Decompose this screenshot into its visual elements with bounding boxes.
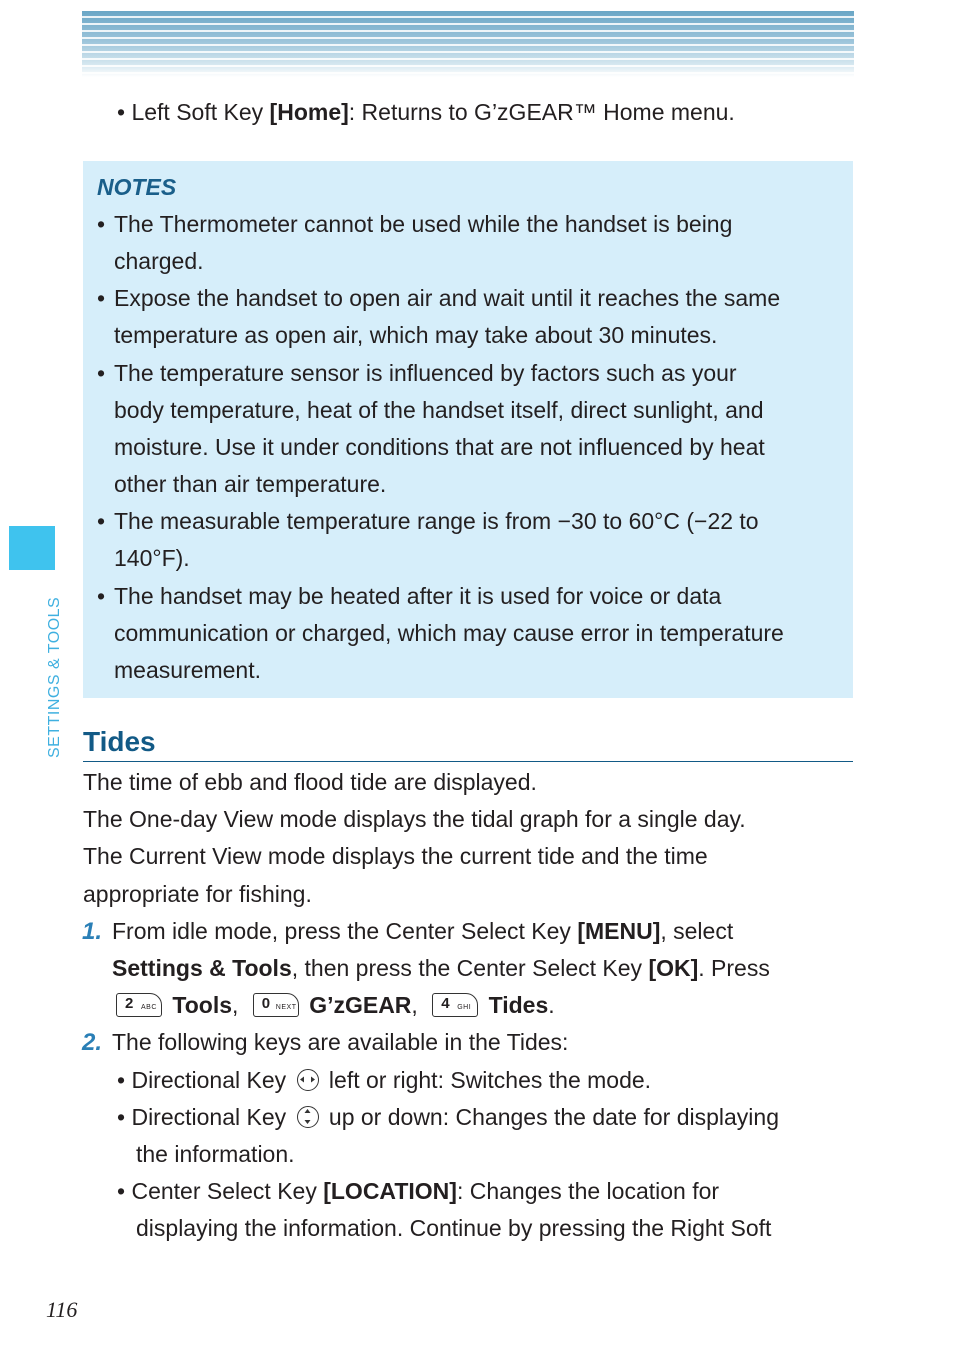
bullet-text: : Returns to G’zGEAR™ Home menu. xyxy=(348,99,735,125)
note-item xyxy=(97,355,847,503)
directional-up-down-icon xyxy=(297,1106,319,1128)
step2-bullet-2-cont: the information. xyxy=(136,1141,295,1167)
key-label: [MENU] xyxy=(577,918,661,944)
step-text: From idle mode, press the Center Select Key xyxy=(112,918,578,944)
key-letters: GHI xyxy=(457,1004,472,1011)
separator: , xyxy=(232,992,239,1018)
note-text xyxy=(114,503,847,577)
note-item xyxy=(97,578,847,689)
note-text xyxy=(114,280,847,354)
note-item xyxy=(97,206,847,280)
note-item xyxy=(97,280,847,354)
note-item xyxy=(97,503,847,577)
side-label: SETTINGS & TOOLS xyxy=(46,596,63,758)
bullet: • xyxy=(97,285,106,311)
step2-intro: The following keys are available in the Tides: xyxy=(112,1029,569,1055)
bullet-text: Left Soft Key xyxy=(131,99,270,125)
bullet-text: up or down: Changes the date for displaying xyxy=(322,1104,779,1130)
note-line: moisture. Use it under conditions that are not influenced by heat xyxy=(114,434,765,460)
key-letters: ABC xyxy=(141,1004,157,1011)
note-line: other than air temperature. xyxy=(114,471,387,497)
key-2-icon xyxy=(116,993,162,1017)
note-line: The measurable temperature range is from −30 to 60°C (−22 to xyxy=(114,508,759,534)
step1-line1 xyxy=(112,913,733,950)
note-line: 140°F). xyxy=(114,545,190,571)
page-number: 116 xyxy=(46,1297,78,1322)
key-letters: NEXT xyxy=(275,1004,297,1011)
note-text xyxy=(114,578,847,689)
section-divider xyxy=(83,761,853,762)
note-line: The Thermometer cannot be used while the handset is being xyxy=(114,211,733,237)
bullet: • xyxy=(117,1104,126,1130)
key-digit: 4 xyxy=(441,995,450,1012)
key-label: [OK] xyxy=(648,955,699,981)
note-line: measurement. xyxy=(114,657,262,683)
note-text xyxy=(114,206,847,280)
note-line: communication or charged, which may cause error in temperature xyxy=(114,620,784,646)
bullet: • xyxy=(117,1067,126,1093)
bullet-text: Directional Key xyxy=(131,1104,293,1130)
step1-line2 xyxy=(112,950,770,987)
step-number: 1. xyxy=(82,918,103,945)
notes-title: NOTES xyxy=(97,174,177,200)
step-text: . Press xyxy=(698,955,770,981)
key-label: [LOCATION] xyxy=(323,1178,457,1204)
step-number: 2. xyxy=(82,1029,103,1056)
menu-label: Tides xyxy=(488,992,549,1018)
bullet: • xyxy=(97,508,106,534)
intro-line: The One-day View mode displays the tidal graph for a single day. xyxy=(83,806,746,832)
intro-line: appropriate for fishing. xyxy=(83,881,312,907)
bullet-text: left or right: Switches the mode. xyxy=(322,1067,652,1093)
home-key-bullet xyxy=(117,94,735,131)
note-line: The temperature sensor is influenced by factors such as your xyxy=(114,360,737,386)
bullet: • xyxy=(97,583,106,609)
directional-left-right-icon xyxy=(297,1069,319,1091)
separator: , xyxy=(411,992,418,1018)
step-text: , select xyxy=(660,918,734,944)
separator: . xyxy=(548,992,555,1018)
key-label: [Home] xyxy=(269,99,349,125)
section-title: Tides xyxy=(83,726,156,757)
bullet-text: Center Select Key xyxy=(131,1178,324,1204)
step-text: , then press the Center Select Key xyxy=(291,955,649,981)
header-stripes xyxy=(82,11,854,77)
intro-line: The Current View mode displays the current tide and the time xyxy=(83,843,708,869)
step2-bullet-3-cont: displaying the information. Continue by pressing the Right Soft xyxy=(136,1215,772,1241)
intro-line: The time of ebb and flood tide are displayed. xyxy=(83,769,537,795)
key-0-icon xyxy=(253,993,299,1017)
step1-line3 xyxy=(116,987,555,1024)
note-line: Expose the handset to open air and wait until it reaches the same xyxy=(114,285,781,311)
note-line: The handset may be heated after it is used for voice or data xyxy=(114,583,722,609)
side-tab xyxy=(9,526,55,570)
bullet: • xyxy=(117,1178,126,1204)
note-line: charged. xyxy=(114,248,204,274)
bullet-text: Directional Key xyxy=(131,1067,293,1093)
note-line: temperature as open air, which may take about 30 minutes. xyxy=(114,322,718,348)
key-digit: 2 xyxy=(125,995,134,1012)
note-line: body temperature, heat of the handset itself, direct sunlight, and xyxy=(114,397,764,423)
bullet: • xyxy=(97,211,106,237)
menu-label: G’zGEAR xyxy=(309,992,412,1018)
bullet-text: : Changes the location for xyxy=(456,1178,720,1204)
header-banner xyxy=(82,11,854,77)
key-4-icon xyxy=(432,993,478,1017)
menu-label: Settings & Tools xyxy=(112,955,292,981)
step2-bullet-2 xyxy=(117,1099,779,1136)
note-text xyxy=(114,355,847,503)
key-digit: 0 xyxy=(261,995,271,1012)
bullet: • xyxy=(117,99,126,125)
menu-label: Tools xyxy=(172,992,233,1018)
bullet: • xyxy=(97,360,106,386)
step2-bullet-1 xyxy=(117,1062,651,1099)
step2-bullet-3 xyxy=(117,1173,719,1210)
